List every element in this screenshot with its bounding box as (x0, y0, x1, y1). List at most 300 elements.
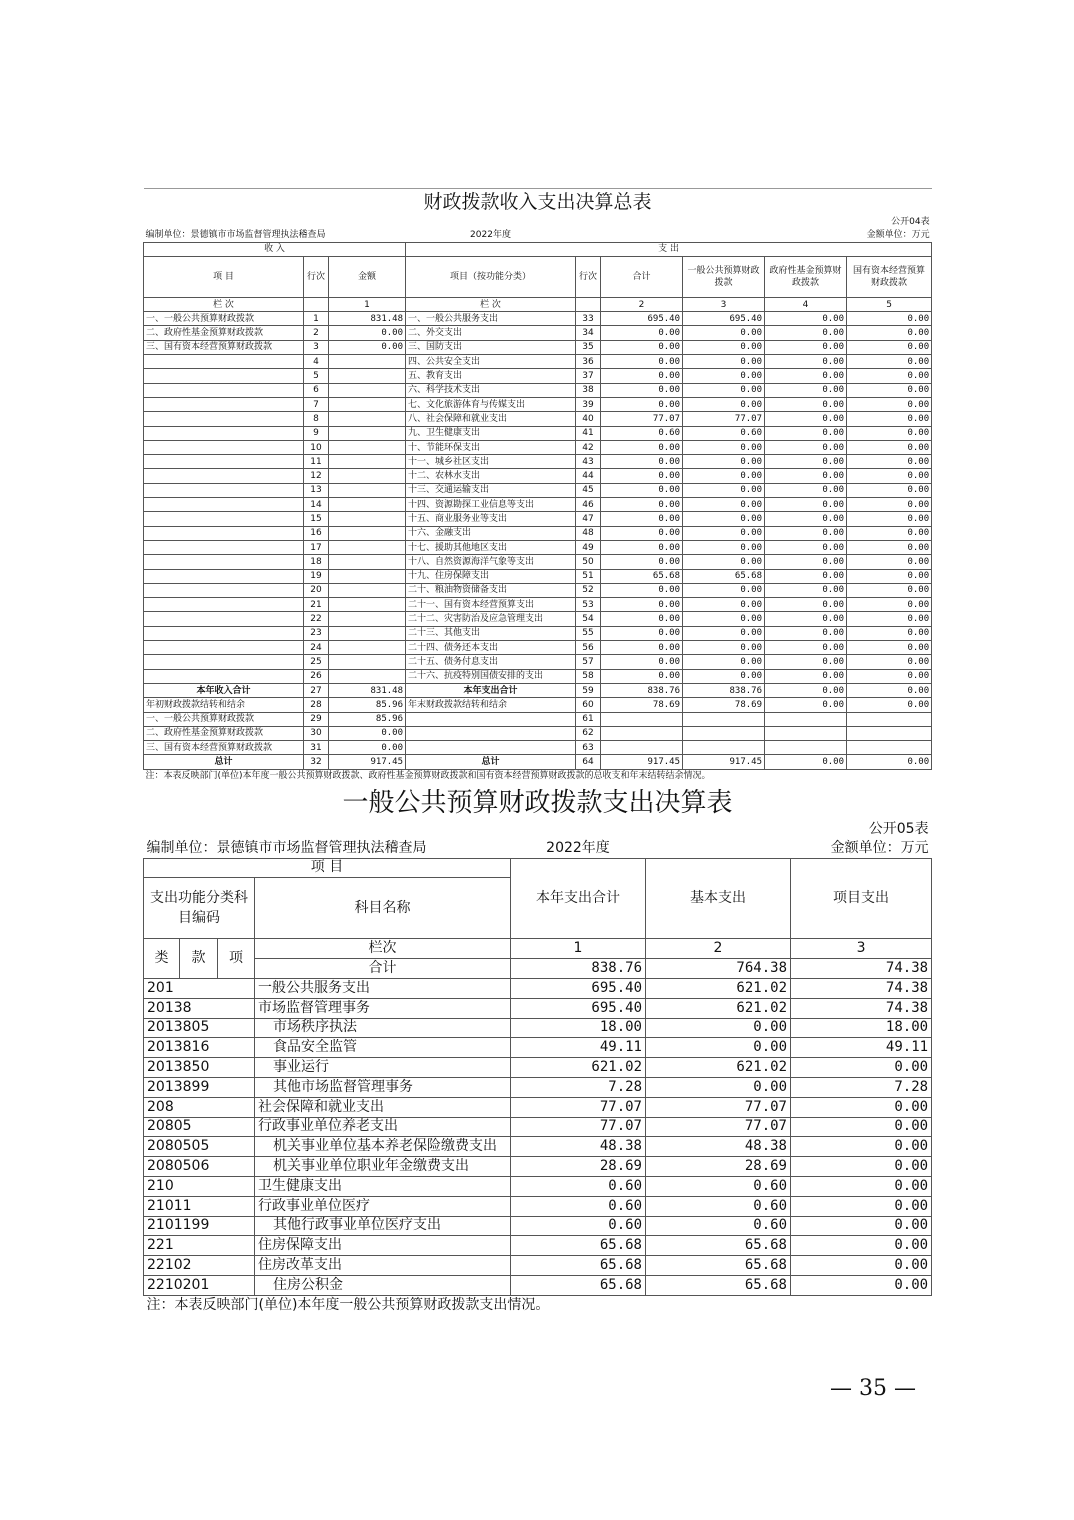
summary-row (144, 683, 932, 697)
row-income-amount (329, 483, 406, 497)
col-num-4: 4 (765, 297, 847, 311)
row-income-line: 4 (304, 355, 329, 369)
t2-hdr-project: 项目支出 (791, 858, 932, 939)
row-name: 社会保障和就业支出 (255, 1097, 511, 1117)
row-income-amount (329, 412, 406, 426)
row-basic: 0.00 (646, 1077, 791, 1097)
t2-hdr-lei: 类 (144, 939, 180, 979)
row-expense-gov-fund: 0.00 (765, 326, 847, 340)
summary-row (144, 498, 932, 512)
row-expense-state-capital: 0.00 (847, 569, 932, 583)
row-expense-general: 0.60 (683, 426, 765, 440)
expense-row (144, 1097, 932, 1117)
table1-title: 财政拨款收入支出决算总表 (144, 189, 932, 216)
row-income-item: 总计 (144, 755, 304, 769)
row-expense-line: 43 (576, 455, 601, 469)
row-expense-general (683, 712, 765, 726)
row-project: 0.00 (791, 1117, 932, 1137)
row-code: 2210201 (144, 1275, 255, 1295)
row-basic: 65.68 (646, 1275, 791, 1295)
expense-row (144, 978, 932, 998)
summary-row (144, 469, 932, 483)
row-income-amount (329, 526, 406, 540)
row-name: 其他行政事业单位医疗支出 (255, 1216, 511, 1236)
row-expense-item: 年末财政拨款结转和结余 (406, 698, 576, 712)
row-project: 18.00 (791, 1018, 932, 1038)
row-expense-general: 0.00 (683, 483, 765, 497)
row-income-line: 30 (304, 726, 329, 740)
row-expense-total: 0.00 (601, 612, 683, 626)
row-expense-total: 65.68 (601, 569, 683, 583)
row-expense-total (601, 741, 683, 755)
summary-row (144, 412, 932, 426)
summary-row (144, 483, 932, 497)
row-code: 2013816 (144, 1038, 255, 1058)
row-income-item (144, 598, 304, 612)
t2-col-1: 1 (511, 939, 646, 959)
row-income-item: 本年收入合计 (144, 683, 304, 697)
t2-col-3: 3 (791, 939, 932, 959)
table1-unit: 编制单位：景德镇市市场监督管理执法稽查局 (145, 229, 326, 240)
row-income-item: 年初财政拨款结转和结余 (144, 698, 304, 712)
row-expense-item: 十三、交通运输支出 (406, 483, 576, 497)
expense-row (144, 1157, 932, 1177)
row-expense-general: 0.00 (683, 355, 765, 369)
row-income-item (144, 540, 304, 554)
row-expense-general: 0.00 (683, 598, 765, 612)
row-expense-gov-fund: 0.00 (765, 397, 847, 411)
row-income-amount (329, 355, 406, 369)
row-expense-gov-fund: 0.00 (765, 655, 847, 669)
row-expense-line: 52 (576, 583, 601, 597)
row-basic: 77.07 (646, 1097, 791, 1117)
row-expense-line: 38 (576, 383, 601, 397)
t2-hdr-basic: 基本支出 (646, 858, 791, 939)
row-expense-gov-fund: 0.00 (765, 412, 847, 426)
row-expense-general: 0.00 (683, 326, 765, 340)
row-expense-general: 0.00 (683, 526, 765, 540)
row-expense-total: 0.00 (601, 555, 683, 569)
col-num-1: 1 (329, 297, 406, 311)
table1-money-unit: 金额单位：万元 (866, 229, 930, 240)
row-expense-item (406, 741, 576, 755)
row-expense-item: 十九、住房保障支出 (406, 569, 576, 583)
row-expense-state-capital: 0.00 (847, 498, 932, 512)
row-expense-gov-fund (765, 741, 847, 755)
row-income-item (144, 583, 304, 597)
row-expense-item: 四、公共安全支出 (406, 355, 576, 369)
row-expense-gov-fund: 0.00 (765, 498, 847, 512)
expense-row (144, 998, 932, 1018)
row-name: 机关事业单位基本养老保险缴费支出 (255, 1137, 511, 1157)
row-expense-general: 0.00 (683, 512, 765, 526)
summary-row (144, 712, 932, 726)
income-header: 收 入 (144, 242, 406, 256)
row-income-line: 8 (304, 412, 329, 426)
row-income-amount (329, 369, 406, 383)
row-total: 0.60 (511, 1176, 646, 1196)
row-expense-line: 39 (576, 397, 601, 411)
row-income-amount (329, 440, 406, 454)
row-name: 机关事业单位职业年金缴费支出 (255, 1157, 511, 1177)
row-code: 2013805 (144, 1018, 255, 1038)
row-name: 行政事业单位养老支出 (255, 1117, 511, 1137)
row-income-item (144, 555, 304, 569)
row-basic: 28.69 (646, 1157, 791, 1177)
row-income-item (144, 498, 304, 512)
summary-row (144, 397, 932, 411)
row-income-item (144, 526, 304, 540)
row-expense-line: 36 (576, 355, 601, 369)
summary-row (144, 526, 932, 540)
row-code: 201 (144, 978, 255, 998)
expense-row (144, 1236, 932, 1256)
row-expense-line: 54 (576, 612, 601, 626)
row-expense-total: 0.00 (601, 512, 683, 526)
row-project: 74.38 (791, 998, 932, 1018)
row-income-item (144, 569, 304, 583)
row-expense-gov-fund: 0.00 (765, 369, 847, 383)
row-expense-line: 44 (576, 469, 601, 483)
row-expense-total: 0.00 (601, 483, 683, 497)
row-expense-item: 三、国防支出 (406, 340, 576, 354)
expense-row (144, 1077, 932, 1097)
summary-row (144, 726, 932, 740)
row-expense-line: 46 (576, 498, 601, 512)
row-project: 0.00 (791, 1157, 932, 1177)
row-name: 行政事业单位医疗 (255, 1196, 511, 1216)
row-income-item (144, 455, 304, 469)
summary-row (144, 641, 932, 655)
row-expense-general: 0.00 (683, 612, 765, 626)
row-income-line: 32 (304, 755, 329, 769)
row-income-line: 28 (304, 698, 329, 712)
expense-row (144, 1117, 932, 1137)
row-name: 一般公共服务支出 (255, 978, 511, 998)
row-expense-line: 45 (576, 483, 601, 497)
summary-row (144, 626, 932, 640)
hdr-item-func: 项目（按功能分类） (406, 256, 576, 297)
row-income-amount (329, 555, 406, 569)
t2-col-2: 2 (646, 939, 791, 959)
expense-row (144, 1275, 932, 1295)
row-code: 2080505 (144, 1137, 255, 1157)
row-income-line: 17 (304, 540, 329, 554)
row-income-item (144, 440, 304, 454)
table1-note: 注：本表反映部门(单位)本年度一般公共预算财政拨款、政府性基金预算财政拨款和国有资本经营预算财政拨款的总收支和年末结转结余情况。 (145, 771, 711, 782)
row-expense-state-capital: 0.00 (847, 755, 932, 769)
row-expense-total: 0.00 (601, 383, 683, 397)
row-expense-gov-fund (765, 726, 847, 740)
row-income-line: 1 (304, 312, 329, 326)
row-expense-general: 0.00 (683, 397, 765, 411)
row-expense-line: 51 (576, 569, 601, 583)
row-basic: 65.68 (646, 1256, 791, 1276)
row-expense-line: 47 (576, 512, 601, 526)
row-expense-state-capital: 0.00 (847, 383, 932, 397)
row-expense-state-capital (847, 726, 932, 740)
row-expense-total: 0.00 (601, 540, 683, 554)
summary-row (144, 440, 932, 454)
row-expense-gov-fund: 0.00 (765, 340, 847, 354)
row-expense-total: 0.60 (601, 426, 683, 440)
row-expense-total: 917.45 (601, 755, 683, 769)
row-expense-total (601, 726, 683, 740)
t2-hdr-kuan: 款 (180, 939, 218, 979)
row-expense-state-capital: 0.00 (847, 626, 932, 640)
row-total: 65.68 (511, 1275, 646, 1295)
row-expense-state-capital: 0.00 (847, 312, 932, 326)
expense-row (144, 1256, 932, 1276)
row-expense-state-capital: 0.00 (847, 583, 932, 597)
row-expense-item: 二十五、债务付息支出 (406, 655, 576, 669)
row-expense-line: 42 (576, 440, 601, 454)
row-expense-line: 63 (576, 741, 601, 755)
summary-row (144, 383, 932, 397)
summary-row (144, 669, 932, 683)
row-income-amount (329, 569, 406, 583)
t2-hdr-item: 项 目 (144, 858, 511, 878)
row-basic: 65.68 (646, 1236, 791, 1256)
row-expense-gov-fund: 0.00 (765, 483, 847, 497)
summary-row (144, 569, 932, 583)
row-expense-line: 60 (576, 698, 601, 712)
row-expense-gov-fund: 0.00 (765, 383, 847, 397)
row-income-line: 22 (304, 612, 329, 626)
row-income-line: 6 (304, 383, 329, 397)
row-income-item: 三、国有资本经营预算财政拨款 (144, 741, 304, 755)
row-income-item (144, 669, 304, 683)
row-income-amount (329, 397, 406, 411)
t2-hdr-total: 本年支出合计 (511, 858, 646, 939)
summary-row (144, 355, 932, 369)
row-income-amount (329, 455, 406, 469)
hdr-line: 行次 (304, 256, 329, 297)
row-project: 0.00 (791, 1137, 932, 1157)
row-project: 0.00 (791, 1275, 932, 1295)
row-expense-line: 34 (576, 326, 601, 340)
row-income-amount (329, 612, 406, 626)
t2-hdr-xiang: 项 (218, 939, 255, 979)
row-expense-item: 总计 (406, 755, 576, 769)
row-expense-general: 0.00 (683, 540, 765, 554)
row-expense-state-capital: 0.00 (847, 355, 932, 369)
row-expense-state-capital: 0.00 (847, 440, 932, 454)
row-expense-item: 二十四、债务还本支出 (406, 641, 576, 655)
col-label-left: 栏 次 (144, 297, 304, 311)
row-expense-item: 八、社会保障和就业支出 (406, 412, 576, 426)
row-expense-total: 0.00 (601, 526, 683, 540)
row-expense-gov-fund: 0.00 (765, 698, 847, 712)
row-expense-total: 78.69 (601, 698, 683, 712)
row-expense-gov-fund: 0.00 (765, 612, 847, 626)
row-basic: 0.00 (646, 1018, 791, 1038)
row-project: 0.00 (791, 1097, 932, 1117)
row-basic: 621.02 (646, 998, 791, 1018)
row-income-amount: 0.00 (329, 326, 406, 340)
row-expense-state-capital: 0.00 (847, 326, 932, 340)
row-basic: 77.07 (646, 1117, 791, 1137)
row-expense-general (683, 726, 765, 740)
row-expense-general (683, 741, 765, 755)
row-income-item: 一、一般公共预算财政拨款 (144, 712, 304, 726)
row-income-amount (329, 583, 406, 597)
row-expense-line: 50 (576, 555, 601, 569)
row-name: 住房公积金 (255, 1275, 511, 1295)
row-code: 221 (144, 1236, 255, 1256)
row-expense-item: 十八、自然资源海洋气象等支出 (406, 555, 576, 569)
row-income-line: 23 (304, 626, 329, 640)
row-income-line: 31 (304, 741, 329, 755)
t2-total-total: 838.76 (511, 959, 646, 979)
table2-code: 公开05表 (868, 820, 929, 837)
row-expense-total: 0.00 (601, 626, 683, 640)
row-expense-total: 0.00 (601, 498, 683, 512)
row-income-item: 三、国有资本经营预算财政拨款 (144, 340, 304, 354)
row-expense-item: 十六、金融支出 (406, 526, 576, 540)
row-basic: 0.00 (646, 1038, 791, 1058)
row-name: 其他市场监督管理事务 (255, 1077, 511, 1097)
row-income-amount (329, 655, 406, 669)
row-expense-line: 61 (576, 712, 601, 726)
row-expense-item: 十四、资源勘探工业信息等支出 (406, 498, 576, 512)
row-project: 7.28 (791, 1077, 932, 1097)
row-expense-gov-fund: 0.00 (765, 540, 847, 554)
row-project: 0.00 (791, 1058, 932, 1078)
hdr-item: 项 目 (144, 256, 304, 297)
table1-code: 公开04表 (891, 216, 930, 227)
table2-note: 注：本表反映部门(单位)本年度一般公共预算财政拨款支出情况。 (146, 1296, 550, 1313)
row-expense-total: 0.00 (601, 655, 683, 669)
row-income-line: 3 (304, 340, 329, 354)
row-expense-item: 二、外交支出 (406, 326, 576, 340)
row-basic: 621.02 (646, 978, 791, 998)
row-expense-state-capital: 0.00 (847, 698, 932, 712)
row-code: 22102 (144, 1256, 255, 1276)
row-basic: 0.60 (646, 1176, 791, 1196)
row-project: 0.00 (791, 1216, 932, 1236)
row-income-amount (329, 540, 406, 554)
row-income-amount: 831.48 (329, 312, 406, 326)
row-income-line: 16 (304, 526, 329, 540)
row-income-line: 15 (304, 512, 329, 526)
row-total: 18.00 (511, 1018, 646, 1038)
summary-row (144, 583, 932, 597)
row-expense-total: 0.00 (601, 369, 683, 383)
row-basic: 0.60 (646, 1196, 791, 1216)
row-expense-general: 0.00 (683, 498, 765, 512)
summary-row (144, 340, 932, 354)
row-expense-line: 40 (576, 412, 601, 426)
row-income-item (144, 512, 304, 526)
row-expense-state-capital: 0.00 (847, 340, 932, 354)
row-total: 65.68 (511, 1236, 646, 1256)
row-income-item (144, 369, 304, 383)
row-income-amount (329, 383, 406, 397)
row-expense-item (406, 712, 576, 726)
row-total: 695.40 (511, 978, 646, 998)
row-expense-gov-fund: 0.00 (765, 440, 847, 454)
summary-row (144, 512, 932, 526)
row-total: 65.68 (511, 1256, 646, 1276)
row-project: 49.11 (791, 1038, 932, 1058)
row-expense-total: 0.00 (601, 641, 683, 655)
row-income-line: 7 (304, 397, 329, 411)
row-income-amount (329, 669, 406, 683)
row-income-line: 26 (304, 669, 329, 683)
row-expense-state-capital: 0.00 (847, 683, 932, 697)
row-income-line: 12 (304, 469, 329, 483)
row-expense-total: 0.00 (601, 469, 683, 483)
row-expense-gov-fund (765, 712, 847, 726)
row-income-item (144, 469, 304, 483)
t2-total-project: 74.38 (791, 959, 932, 979)
row-income-line: 21 (304, 598, 329, 612)
row-expense-general: 0.00 (683, 583, 765, 597)
row-expense-total: 0.00 (601, 455, 683, 469)
row-expense-general: 917.45 (683, 755, 765, 769)
row-income-line: 20 (304, 583, 329, 597)
table2-money-unit: 金额单位：万元 (791, 839, 932, 858)
row-income-line: 27 (304, 683, 329, 697)
row-project: 0.00 (791, 1176, 932, 1196)
row-expense-total: 0.00 (601, 326, 683, 340)
expense-row (144, 1137, 932, 1157)
row-expense-item: 十七、援助其他地区支出 (406, 540, 576, 554)
row-income-item (144, 426, 304, 440)
row-expense-state-capital (847, 741, 932, 755)
row-expense-line: 49 (576, 540, 601, 554)
col-num-5: 5 (847, 297, 932, 311)
row-name: 食品安全监管 (255, 1038, 511, 1058)
row-expense-line: 37 (576, 369, 601, 383)
row-expense-gov-fund: 0.00 (765, 426, 847, 440)
expense-row (144, 1196, 932, 1216)
row-expense-item: 九、卫生健康支出 (406, 426, 576, 440)
row-expense-gov-fund: 0.00 (765, 555, 847, 569)
row-expense-total: 838.76 (601, 683, 683, 697)
row-expense-line: 35 (576, 340, 601, 354)
expense-row (144, 1058, 932, 1078)
row-income-line: 13 (304, 483, 329, 497)
row-expense-state-capital: 0.00 (847, 483, 932, 497)
row-name: 事业运行 (255, 1058, 511, 1078)
row-expense-gov-fund: 0.00 (765, 626, 847, 640)
row-income-item (144, 626, 304, 640)
row-total: 7.28 (511, 1077, 646, 1097)
row-expense-general: 0.00 (683, 383, 765, 397)
hdr-amount: 金额 (329, 256, 406, 297)
row-expense-general: 0.00 (683, 641, 765, 655)
summary-row (144, 555, 932, 569)
expense-row (144, 1018, 932, 1038)
row-expense-item: 二十三、其他支出 (406, 626, 576, 640)
row-code: 21011 (144, 1196, 255, 1216)
row-expense-state-capital: 0.00 (847, 512, 932, 526)
row-expense-item: 十、节能环保支出 (406, 440, 576, 454)
row-expense-line: 62 (576, 726, 601, 740)
table1-year: 2022年度 (470, 229, 511, 240)
row-expense-item: 七、文化旅游体育与传媒支出 (406, 397, 576, 411)
row-expense-general: 0.00 (683, 626, 765, 640)
row-expense-item: 二十、粮油物资储备支出 (406, 583, 576, 597)
row-income-line: 10 (304, 440, 329, 454)
row-expense-item: 二十二、灾害防治及应急管理支出 (406, 612, 576, 626)
row-expense-state-capital: 0.00 (847, 455, 932, 469)
summary-row (144, 598, 932, 612)
row-income-line: 19 (304, 569, 329, 583)
row-expense-general: 0.00 (683, 669, 765, 683)
